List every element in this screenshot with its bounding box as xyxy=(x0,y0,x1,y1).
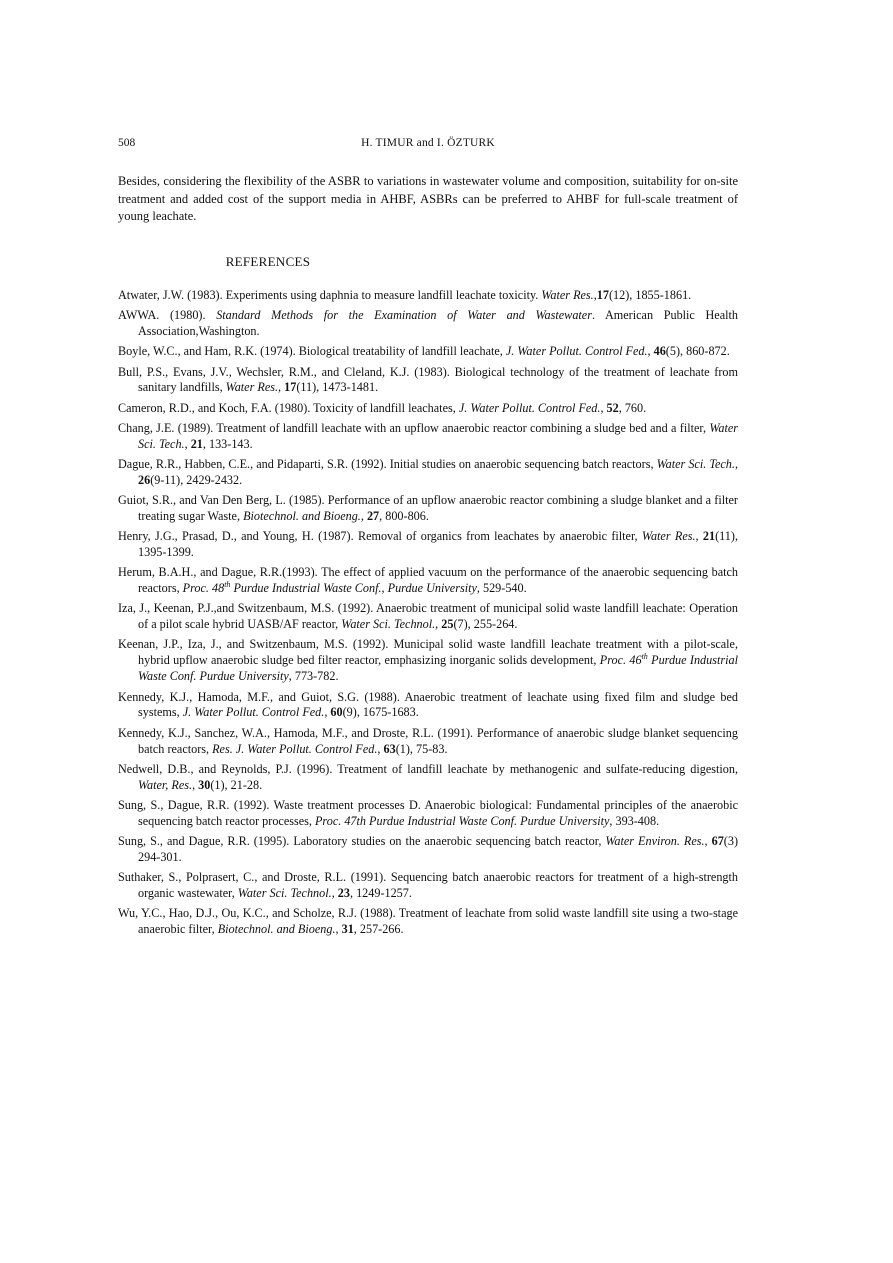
reference-item: Sung, S., and Dague, R.R. (1995). Laboratory studies on the anaerobic sequencing batch reactor, Water Environ. Res., 67(3) 294-301. xyxy=(118,833,739,864)
page-number: 508 xyxy=(118,137,136,149)
page-header xyxy=(118,137,738,153)
reference-item: Herum, B.A.H., and Dague, R.R.(1993). The effect of applied vacuum on the performance of the anaerobic sequencing batch reactors, Proc. 48th Purdue Industrial Waste Conf., Purdue University, 529-540. xyxy=(118,565,738,596)
reference-item: Sung, S., Dague, R.R. (1992). Waste treatment processes D. Anaerobic biological: Fundamental principles of the anaerobic sequencing batch reactor processes, Proc. 47th Purdue Industrial Waste Conf. Purdue University, 393-408. xyxy=(118,797,738,828)
reference-item: Guiot, S.R., and Van Den Berg, L. (1985). Performance of an upflow anaerobic reactor combining a sludge blanket and a filter treating sugar Waste, Biotechnol. and Bioeng., 27, 800-806. xyxy=(118,493,738,523)
reference-list xyxy=(118,288,738,942)
reference-item: Cameron, R.D., and Koch, F.A. (1980). Toxicity of landfill leachates, J. Water Pollut. Control Fed., 52, 760. xyxy=(118,400,647,415)
reference-item: Suthaker, S., Polprasert, C., and Droste, R.L. (1991). Sequencing batch anaerobic reactors for treatment of a high-strength organic wastewater, Water Sci. Technol., 23, 1249-1257. xyxy=(118,870,738,900)
reference-item: Wu, Y.C., Hao, D.J., Ou, K.C., and Scholze, R.J. (1988). Treatment of leachate from solid waste landfill site using a two-stage anaerobic filter, Biotechnol. and Bioeng., 31, 257-266. xyxy=(118,906,738,937)
references-heading: REFERENCES xyxy=(225,254,311,269)
body-paragraph: Besides, considering the flexibility of the ASBR to variations in wastewater volume and composition, suitability for on-site treatment and added cost of the support media in AHBF, ASBRs can be preferred to AHBF for full-scale treatment of young leachate. xyxy=(118,174,738,223)
running-head: H. TIMUR and I. ÖZTURK xyxy=(361,137,495,149)
reference-item: Boyle, W.C., and Ham, R.K. (1974). Biological treatability of landfill leachate, J. Water Pollut. Control Fed., 46(5), 860-872. xyxy=(118,344,730,359)
reference-item: Keenan, J.P., Iza, J., and Switzenbaum, M.S. (1992). Municipal solid waste landfill leachate treatment with a pilot-scale, hybrid upflow anaerobic sludge bed filter reactor, emphasizing inorganic solids development, Proc. 46th Purdue Industrial Waste Conf. Purdue University, 773-782. xyxy=(118,637,738,684)
reference-item: Bull, P.S., Evans, J.V., Wechsler, R.M., and Cleland, K.J. (1983). Biological technology of the treatment of leachate from sanitary landfills, Water Res., 17(11), 1473-1481. xyxy=(118,364,738,395)
reference-item: Dague, R.R., Habben, C.E., and Pidaparti, S.R. (1992). Initial studies on anaerobic sequencing batch reactors, Water Sci. Tech., 26(9-11), 2429-2432. xyxy=(118,456,738,487)
reference-item: Chang, J.E. (1989). Treatment of landfill leachate with an upflow anaerobic reactor combining a sludge bed and a filter, Water Sci. Tech., 21, 133-143. xyxy=(118,420,738,451)
reference-item: Atwater, J.W. (1983). Experiments using daphnia to measure landfill leachate toxicity. Water Res.,17(12), 1855-1861. xyxy=(118,288,692,302)
reference-item: Nedwell, D.B., and Reynolds, P.J. (1996). Treatment of landfill leachate by methanogenic and sulfate-reducing digestion, Water, Res., 30(1), 21-28. xyxy=(118,761,738,792)
reference-item: Iza, J., Keenan, P.J.,and Switzenbaum, M.S. (1992). Anaerobic treatment of municipal solid waste landfill leachate: Operation of a pilot scale hybrid UASB/AF reactor, Water Sci. Technol., 25(7), 255-264. xyxy=(118,601,738,632)
reference-item: Kennedy, K.J., Sanchez, W.A., Hamoda, M.F., and Droste, R.L. (1991). Performance of anaerobic sludge blanket sequencing batch reactors, Res. J. Water Pollut. Control Fed., 63(1), 75-83. xyxy=(118,725,738,756)
reference-item: Henry, J.G., Prasad, D., and Young, H. (1987). Removal of organics from leachates by anaerobic filter, Water Res., 21(11), 1395-1399. xyxy=(118,529,739,560)
reference-item: Kennedy, K.J., Hamoda, M.F., and Guiot, S.G. (1988). Anaerobic treatment of leachate using fixed film and sludge bed systems, J. Water Pollut. Control Fed., 60(9), 1675-1683. xyxy=(118,689,738,720)
reference-item: AWWA. (1980). Standard Methods for the Examination of Water and Wastewater. American Public Health Association,Washington. xyxy=(118,308,738,339)
